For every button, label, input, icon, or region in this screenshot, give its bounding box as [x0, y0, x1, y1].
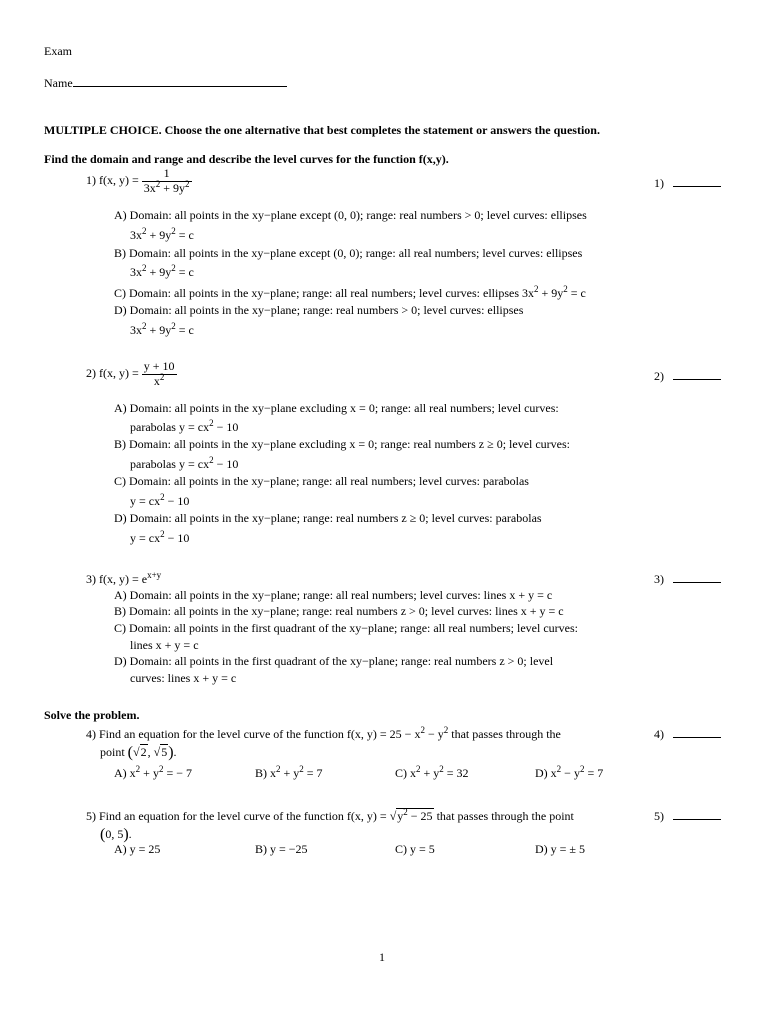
answer-slot-3[interactable]: 3) [654, 573, 721, 585]
name-label: Name [44, 76, 73, 90]
q1-choice-b[interactable]: B) Domain: all points in the xy−plane except (0, 0); range: all real numbers; level curves: ellipses [114, 246, 583, 260]
q1-choice-c[interactable]: C) Domain: all points in the xy−plane; range: all real numbers; level curves: ellipses $3x^2 + 9y^2 = c$ [114, 284, 586, 300]
q2-choice-b[interactable]: B) Domain: all points in the xy−plane excluding x = 0; range: real numbers z ≥ 0; level curves: [114, 437, 571, 451]
q2-choice-a-eq: parabolas $y = cx^2 - 10$ [130, 418, 239, 434]
q5-choice-c[interactable]: C) y = 5 [395, 842, 435, 856]
q2-choice-c-eq: $y = cx^2 - 10$ [130, 492, 190, 508]
question-4-stem: 4) Find an equation for the level curve of the function f(x, $y) = 25 - x^2 - y^2$ that passes through the [86, 725, 561, 741]
q4-choice-b[interactable]: B) $x^2 + y^2 = 7$ [255, 764, 323, 780]
q2-choice-c[interactable]: C) Domain: all points in the xy−plane; range: all real numbers; level curves: parabolas [114, 474, 529, 488]
question-5-point: (0, 5). [100, 826, 132, 843]
q4-choice-c[interactable]: C) $x^2 + y^2 = 32$ [395, 764, 469, 780]
question-4-point: point (√2, √5). [100, 744, 177, 761]
section-heading-level-curves: Find the domain and range and describe the level curves for the function f(x,y). [44, 152, 449, 166]
q2-fraction: $\frac{y + 10}{x^2}$ [143, 359, 175, 388]
q3-choice-d-cont: curves: lines x + y = c [130, 671, 237, 685]
question-1-stem: 1) f(x, y) = $\frac{1}{3x^2 + 9y^2}$ [86, 166, 190, 195]
q3-choice-d[interactable]: D) Domain: all points in the first quadrant of the xy−plane; range: real numbers z > 0; level [114, 654, 554, 668]
answer-slot-1[interactable]: 1) [654, 177, 721, 189]
answer-slot-5[interactable]: 5) [654, 810, 721, 822]
q5-choice-a[interactable]: A) y = 25 [114, 842, 161, 856]
q3-choice-c[interactable]: C) Domain: all points in the first quadrant of the xy−plane; range: all real numbers; level curves: [114, 621, 578, 635]
instructions: MULTIPLE CHOICE. Choose the one alternative that best completes the statement or answers the question. [44, 123, 600, 137]
exam-title: Exam [44, 44, 72, 58]
q2-choice-d-eq: $y = cx^2 - 10$ [130, 529, 190, 545]
q3-choice-b[interactable]: B) Domain: all points in the xy−plane; range: real numbers z > 0; level curves: lines x + y = c [114, 604, 564, 618]
name-field[interactable] [44, 77, 287, 89]
q2-choice-d[interactable]: D) Domain: all points in the xy−plane; range: real numbers z ≥ 0; level curves: parabolas [114, 511, 542, 525]
q5-choice-b[interactable]: B) y = −25 [255, 842, 308, 856]
q1-choice-a-eq: $3x^2 + 9y^2 = c$ [130, 226, 194, 242]
q2-choice-b-eq: parabolas $y = cx^2 - 10$ [130, 455, 239, 471]
q3-choice-c-cont: lines x + y = c [130, 638, 199, 652]
q3-choice-a[interactable]: A) Domain: all points in the xy−plane; range: all real numbers; level curves: lines x + y = c [114, 588, 553, 602]
q4-choice-a[interactable]: A) $x^2 + y^2$ = − 7 [114, 764, 192, 780]
q1-choice-a[interactable]: A) Domain: all points in the xy−plane except (0, 0); range: real numbers > 0; level curves: ellipses [114, 208, 587, 222]
section-heading-solve: Solve the problem. [44, 708, 140, 722]
q4-choice-d[interactable]: D) $x^2 - y^2 = 7$ [535, 764, 604, 780]
answer-slot-4[interactable]: 4) [654, 728, 721, 740]
question-2-stem: 2) f(x, y) = $\frac{y + 10}{x^2}$ [86, 359, 175, 388]
page-number: 1 [379, 950, 385, 964]
question-5-stem: 5) Find an equation for the level curve of the function f(x, $y) = √y^2 - 25$ that passes through the point [86, 807, 574, 823]
q1-choice-d-eq: $3x^2 + 9y^2 = c$ [130, 321, 194, 337]
question-3-stem: 3) f(x, $y) = e^{x+y}$ [86, 570, 162, 586]
q1-choice-b-eq: $3x^2 + 9y^2 = c$ [130, 263, 194, 279]
q1-fraction: $\frac{1}{3x^2 + 9y^2}$ [143, 166, 190, 195]
answer-slot-2[interactable]: 2) [654, 370, 721, 382]
q1-choice-d[interactable]: D) Domain: all points in the xy−plane; range: real numbers > 0; level curves: ellipses [114, 303, 524, 317]
name-underline [73, 77, 287, 87]
q5-choice-d[interactable]: D) y = ± 5 [535, 842, 586, 856]
q2-choice-a[interactable]: A) Domain: all points in the xy−plane excluding x = 0; range: all real numbers; level curves: [114, 401, 559, 415]
